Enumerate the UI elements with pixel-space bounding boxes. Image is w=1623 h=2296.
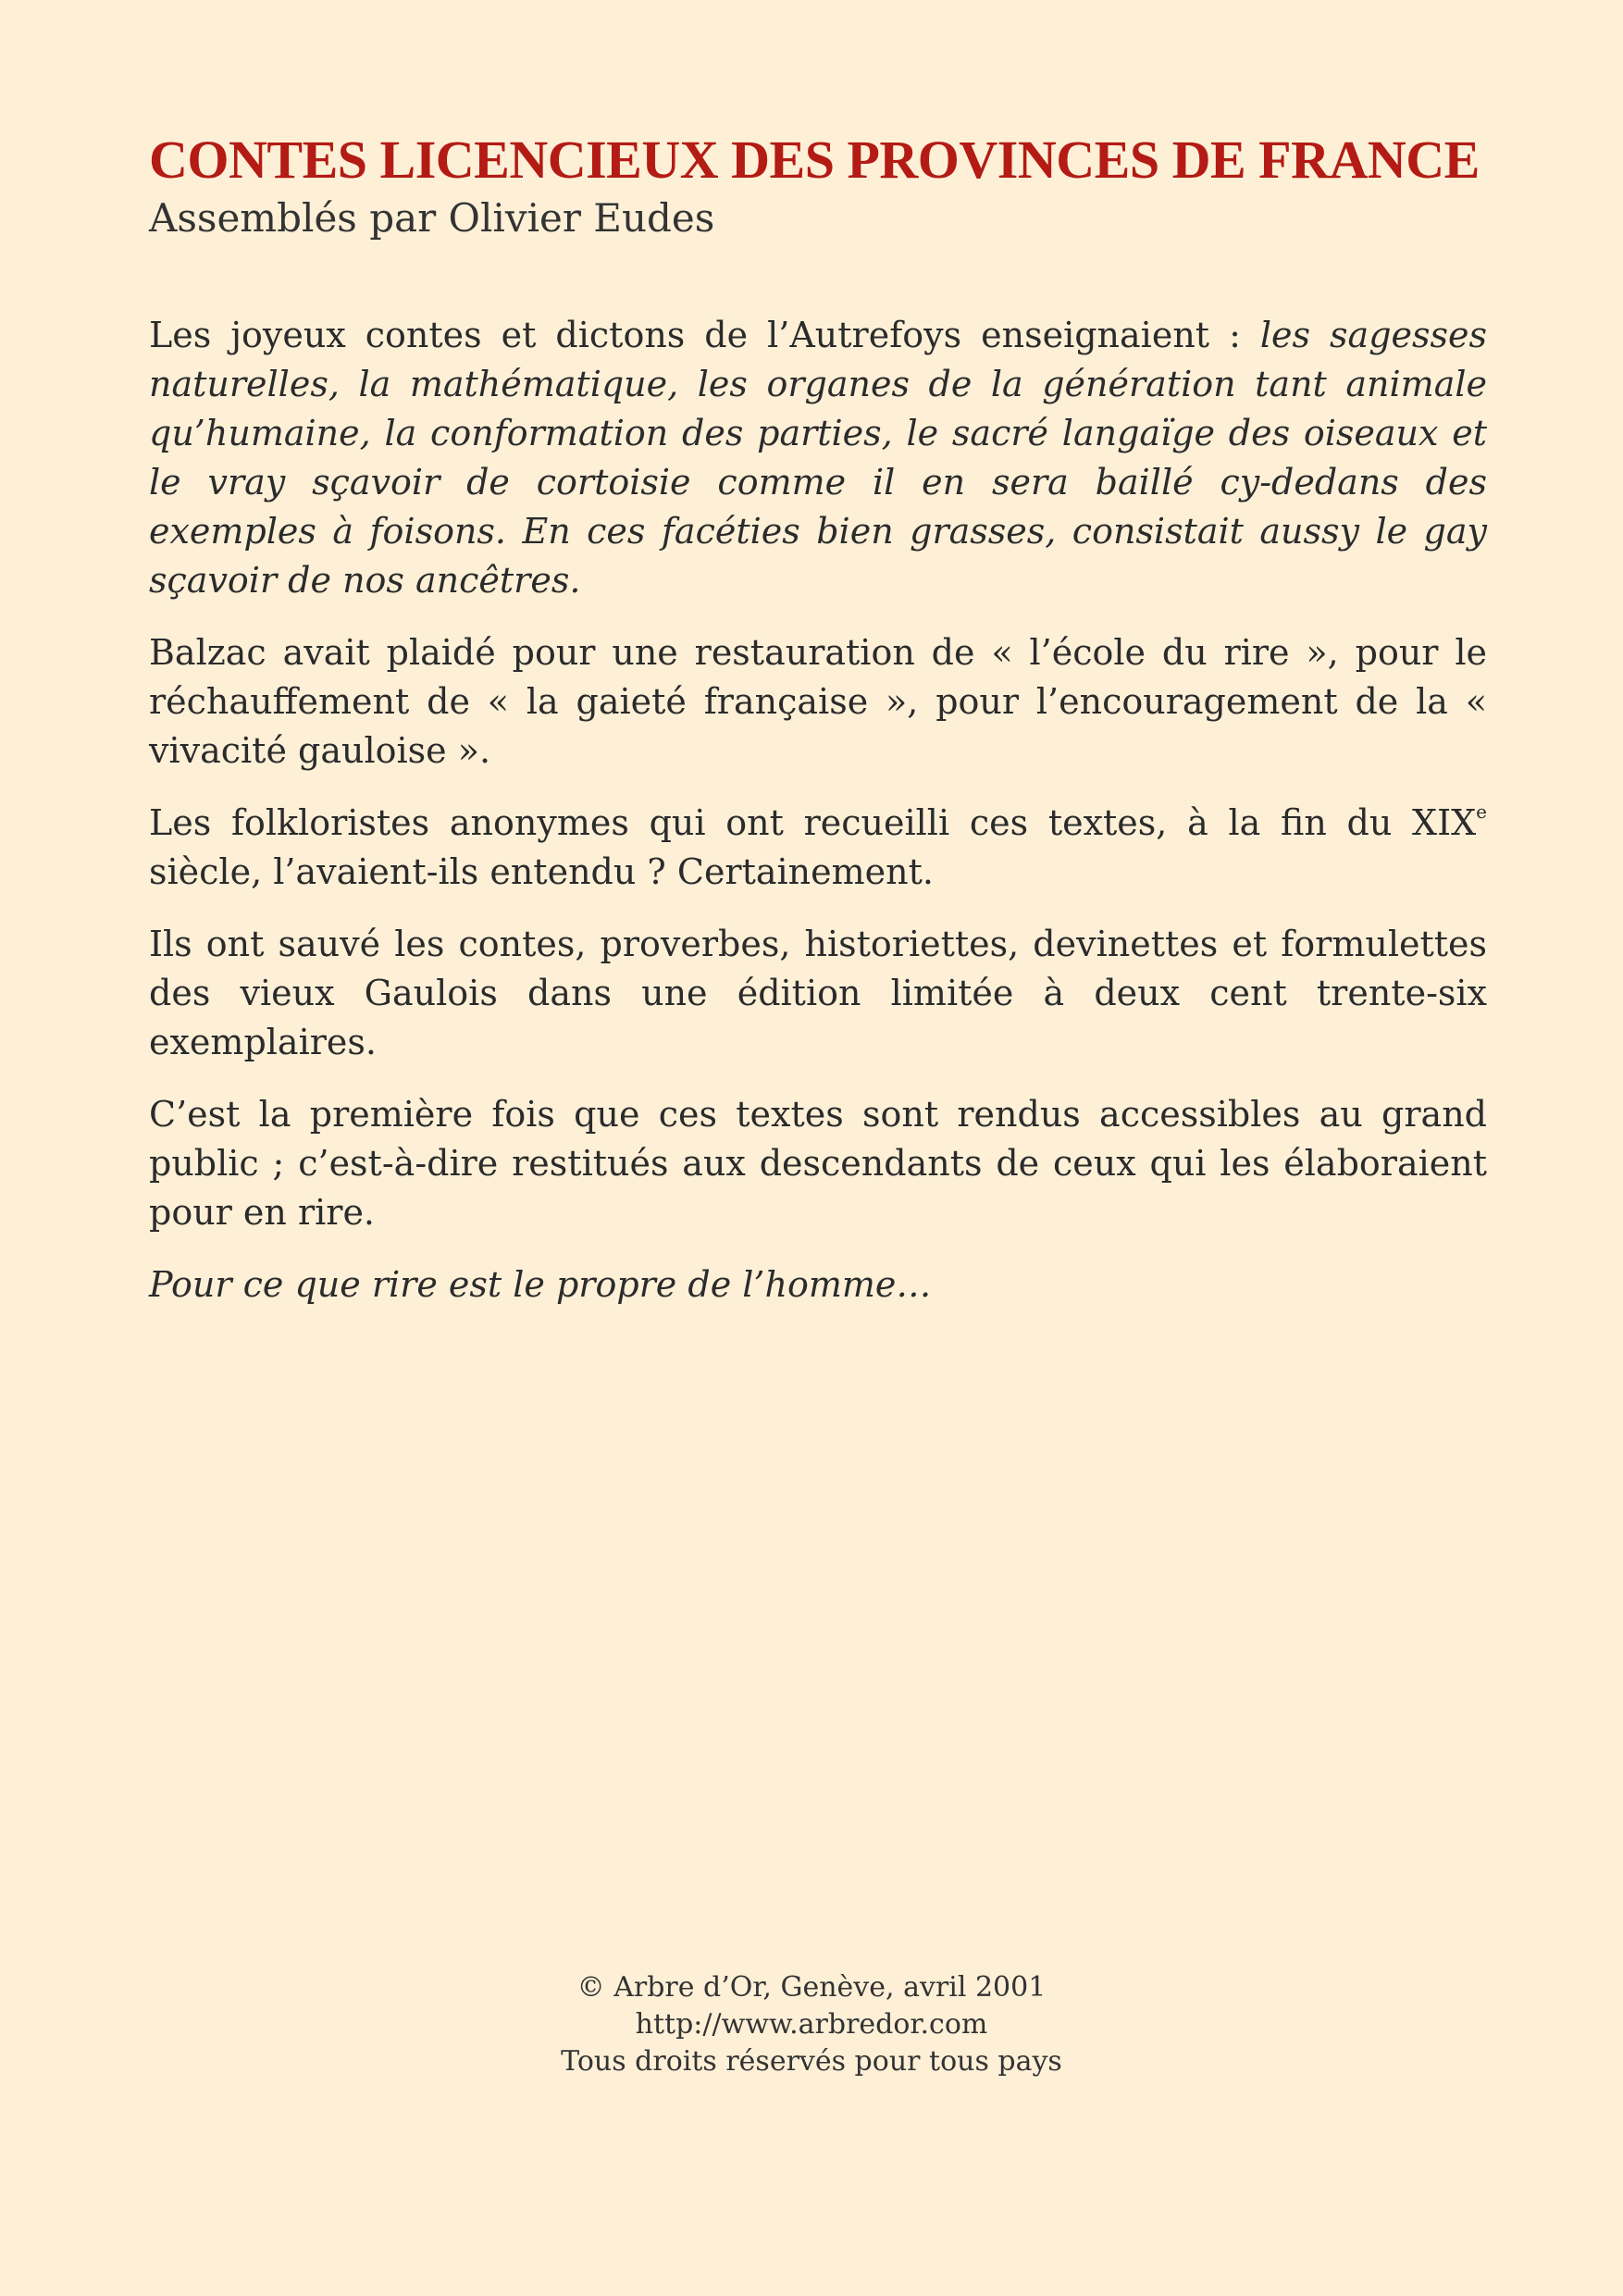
website-url: http://www.arbredor.com (635, 2008, 988, 2041)
paragraph-3-after: siècle, l’avaient-ils entendu ? Certainement. (149, 851, 934, 892)
paragraph-3 (149, 799, 1487, 897)
paragraph-1 (149, 311, 1487, 605)
colophon (0, 1969, 1623, 2080)
copyright-line: © Arbre d’Or, Genève, avril 2001 (576, 1971, 1047, 2004)
paragraph-3-before: Les folkloristes anonymes qui ont recueilli ces textes, à la fin du XIX (149, 802, 1477, 843)
page-content (149, 130, 1487, 1333)
rights-line: Tous droits réservés pour tous pays (561, 2045, 1062, 2078)
paragraph-4: Ils ont sauvé les contes, proverbes, historiettes, devinettes et formulettes des vieux Gaulois dans une édition limitée à deux cent trente-six exemplaires. (149, 924, 1487, 1062)
paragraph-5: C’est la première fois que ces textes sont rendus accessibles au grand public ; c’est-à-dire restitués aux descendants de ceux qui les élaboraient pour en rire. (149, 1094, 1487, 1233)
paragraph-6: Pour ce que rire est le propre de l’homme… (149, 1264, 932, 1305)
paragraph-1-intro: Les joyeux contes et dictons de l’Autrefoys enseignaient : (149, 315, 1260, 355)
paragraph-1-italic: les sagesses naturelles, la mathématique, les organes de la génération tant animale qu’humaine, la conformation des parties, le sacré langaïge des oiseaux et le vray sçavoir de cortoisie comme il en sera baillé cy-dedans des exemples à foisons. En ces facéties bien grasses, consistait aussy le gay sçavoir de nos ancêtres. (149, 315, 1487, 601)
century-superscript: e (1476, 800, 1487, 824)
paragraph-2: Balzac avait plaidé pour une restauration de « l’école du rire », pour le réchauffement de « la gaieté française », pour l’encouragement de la « vivacité gauloise ». (149, 632, 1487, 771)
document-subtitle: Assemblés par Olivier Eudes (149, 195, 715, 241)
document-title: CONTES LICENCIEUX DES PROVINCES DE FRANCE (149, 130, 1480, 190)
body-text (149, 311, 1487, 1309)
